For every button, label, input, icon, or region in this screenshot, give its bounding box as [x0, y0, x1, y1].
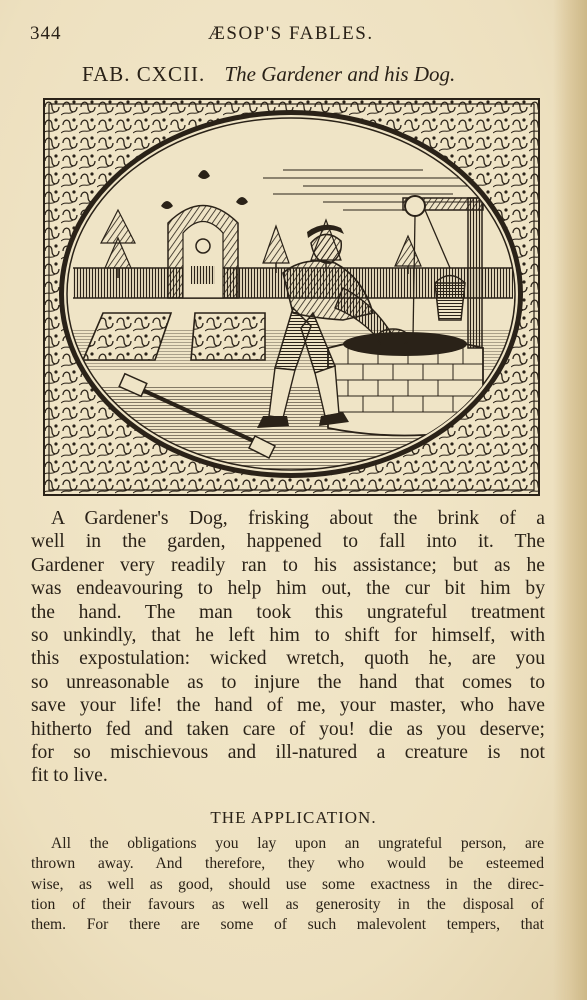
- fable-heading: [82, 62, 542, 87]
- fable-title: The Gardener and his Dog.: [224, 62, 456, 86]
- running-title: ÆSOP'S FABLES.: [208, 23, 374, 44]
- fable-number: FAB. CXCII.: [82, 62, 206, 86]
- application-heading: THE APPLICATION.: [210, 808, 377, 827]
- body-line: this expostulation: wicked wretch, quoth he, are you: [31, 648, 545, 670]
- application-text: [31, 834, 544, 935]
- body-line: for so mischievous and ill-natured a creature is not: [31, 742, 545, 764]
- application-line: them. For there are some of such malevolent tempers, that: [31, 916, 544, 934]
- body-line: so unreasonable as to injure the hand that comes to: [31, 671, 545, 693]
- application-line: All the obligations you lay upon an ungrateful person, are: [51, 835, 544, 852]
- application-line: wise, as well as good, should use some exactness in the direc-: [31, 875, 544, 893]
- page-number: 344: [30, 23, 62, 44]
- body-line: save your life! the hand of me, your master, who have: [31, 695, 545, 717]
- body-line: was endeavouring to help him out, the cur bit him by: [31, 578, 545, 600]
- page-edge-shadow: [553, 0, 587, 1000]
- application-line: thrown away. And therefore, they who would be esteemed: [31, 855, 544, 873]
- body-line: hitherto fed and taken care of you! die as you deserve;: [31, 718, 545, 740]
- body-line: fit to live.: [31, 765, 108, 787]
- body-line: well in the garden, happened to fall into it. The: [31, 531, 545, 553]
- body-line: A Gardener's Dog, frisking about the brink of a: [51, 508, 545, 529]
- fable-body: [31, 507, 545, 788]
- application-line: tion of their favours as well as generosity in the disposal of: [31, 895, 544, 913]
- body-line: Gardener very readily ran to his assistance; but as he: [31, 554, 545, 576]
- woodcut-gardener-at-well-icon: [43, 98, 540, 496]
- running-head: [30, 23, 550, 49]
- body-line: the hand. The man took this ungrateful treatment: [31, 601, 545, 623]
- body-line: so unkindly, that he left him to shift for himself, with: [31, 625, 545, 647]
